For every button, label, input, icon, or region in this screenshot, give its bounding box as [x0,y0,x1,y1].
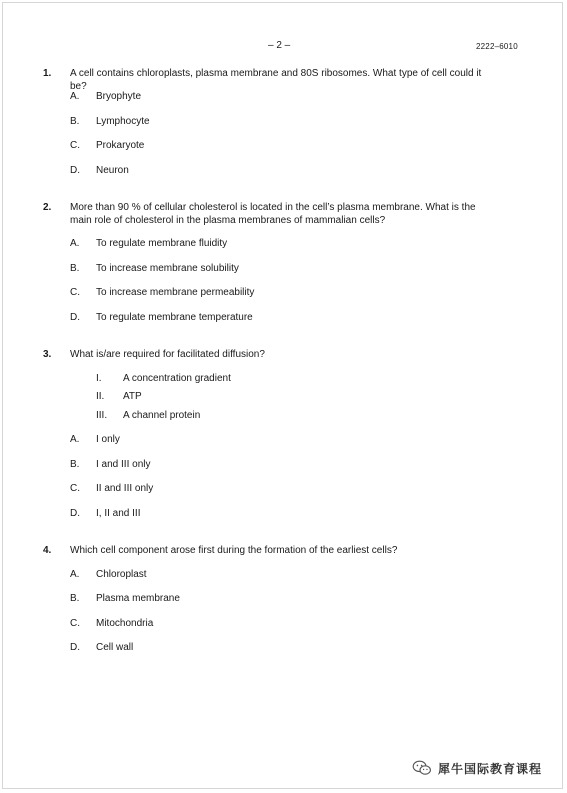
option-letter: A. [70,569,80,580]
wechat-icon [412,760,432,776]
statement-numeral: I. [96,373,102,384]
option-text: II and III only [96,483,154,494]
question-text: What is/are required for facilitated diffusion? [70,349,265,360]
option-letter: A. [70,434,80,445]
option-text: Cell wall [96,642,134,653]
question-number: 3. [43,349,52,360]
option-letter: D. [70,642,80,653]
option-letter: D. [70,508,80,519]
option-letter: A. [70,238,80,249]
option-letter: C. [70,483,80,494]
option-letter: D. [70,312,80,323]
question-text: A cell contains chloroplasts, plasma membrane and 80S ribosomes. What type of cell could it be? [70,68,482,92]
option-letter: C. [70,140,80,151]
option-text: I and III only [96,459,151,470]
statement-text: ATP [123,391,142,402]
option-letter: C. [70,287,80,298]
option-text: Mitochondria [96,618,154,629]
option-text: To increase membrane solubility [96,263,239,274]
option-text: Bryophyte [96,91,142,102]
option-text: Prokaryote [96,140,145,151]
watermark-text: 犀牛国际教育课程 [438,761,543,776]
option-text: To increase membrane permeability [96,287,255,298]
option-letter: B. [70,593,80,604]
exam-code: 2222–6010 [476,42,518,51]
option-letter: A. [70,91,80,102]
statement-text: A concentration gradient [123,373,231,384]
option-letter: B. [70,116,80,127]
question-number: 4. [43,545,52,556]
statement-numeral: III. [96,410,108,421]
option-letter: B. [70,263,80,274]
option-text: To regulate membrane temperature [96,312,253,323]
option-text: Lymphocyte [96,116,150,127]
option-text: Plasma membrane [96,593,180,604]
page-number: – 2 – [268,40,291,51]
statement-numeral: II. [96,391,105,402]
option-text: I only [96,434,120,445]
option-text: Neuron [96,165,129,176]
statement-text: A channel protein [123,410,201,421]
question-number: 1. [43,68,52,79]
question-number: 2. [43,202,52,213]
watermark [412,759,552,777]
option-letter: B. [70,459,80,470]
page-border [2,2,563,789]
question-text: Which cell component arose first during the formation of the earliest cells? [70,545,398,556]
option-text: I, II and III [96,508,141,519]
question-text: More than 90 % of cellular cholesterol is located in the cell’s plasma membrane. What is the main role of cholesterol in the plasma membranes of mammalian cells? [70,202,476,226]
option-text: Chloroplast [96,569,147,580]
option-letter: C. [70,618,80,629]
option-text: To regulate membrane fluidity [96,238,228,249]
option-letter: D. [70,165,80,176]
